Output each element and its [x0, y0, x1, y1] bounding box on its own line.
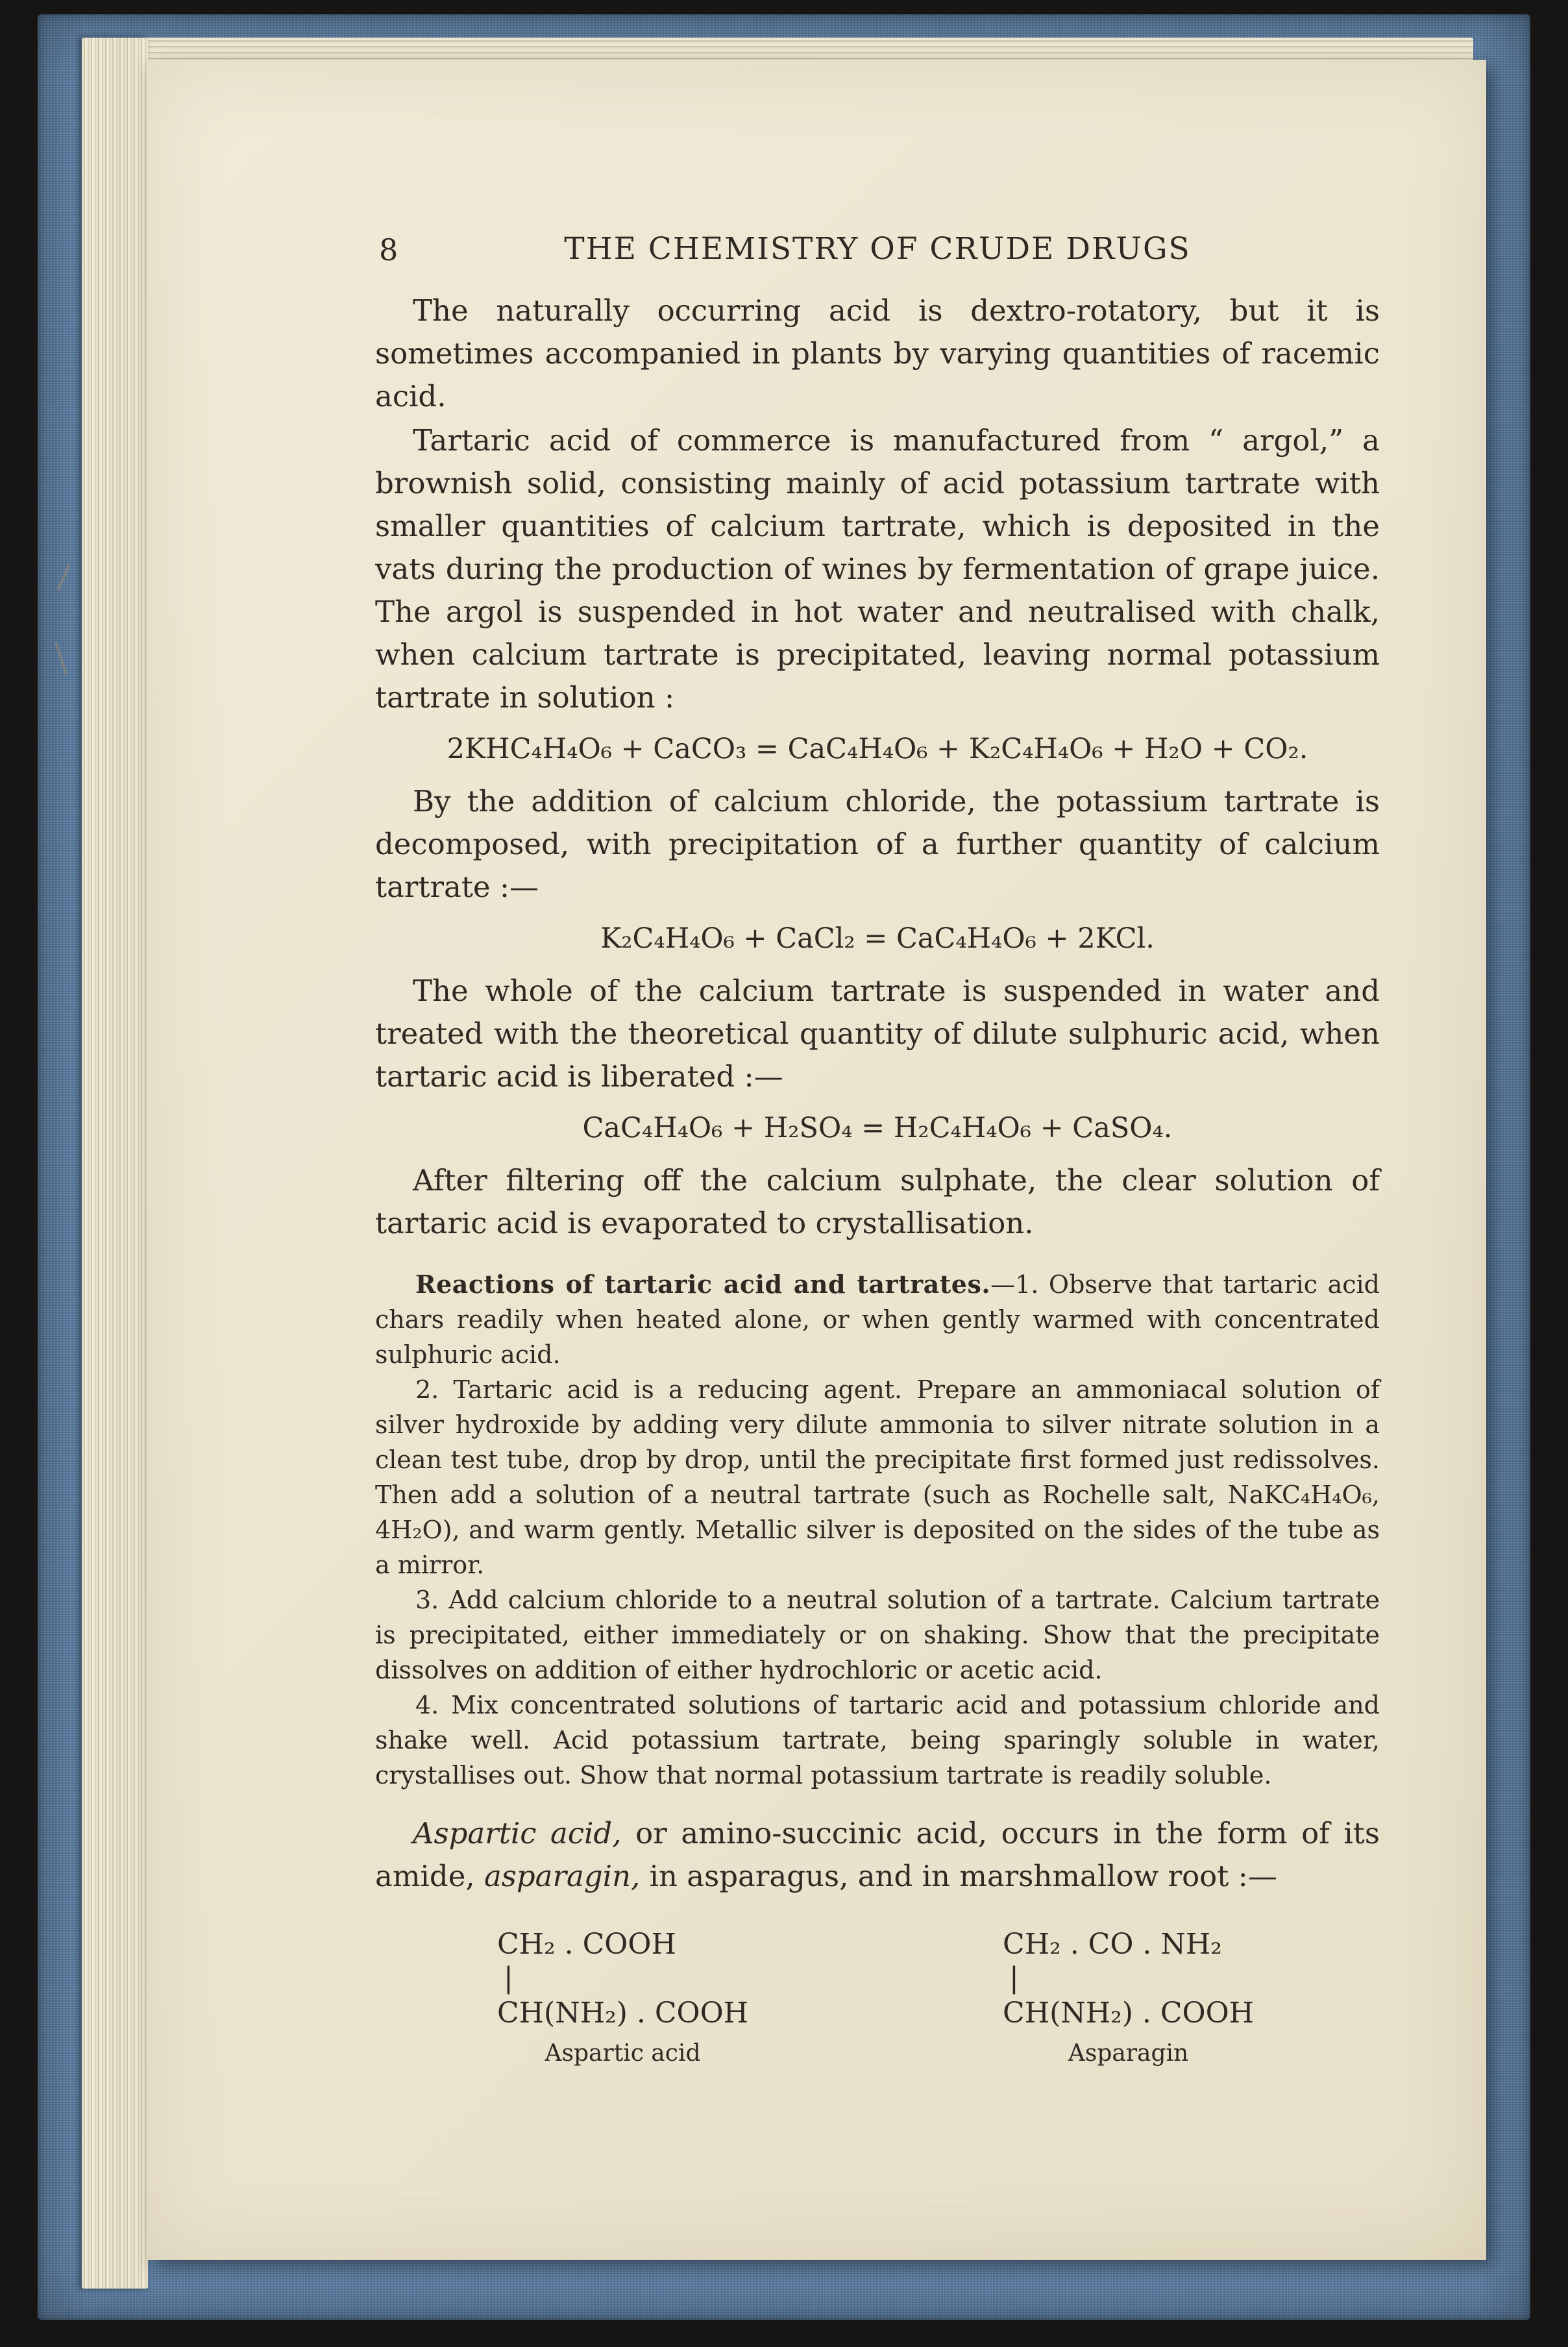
- formula-line: CH₂ . COOH: [497, 1928, 676, 1961]
- chemical-equation: 2KHC₄H₄O₆ + CaCO₃ = CaC₄H₄O₆ + K₂C₄H₄O₆ + H₂O + CO₂.: [447, 733, 1308, 765]
- chemical-structures: [375, 1928, 1380, 2071]
- reactions-item-text: —1. Observe that tartaric acid chars readily when heated alone, or when gently warmed with concentrated sulphuric acid.: [375, 1270, 1380, 1369]
- paragraph: [375, 1812, 1380, 1898]
- asparagin-italic: asparagin,: [484, 1859, 641, 1893]
- paragraph: After filtering off the calcium sulphate, the clear solution of tartaric acid is evaporated to crystallisation.: [375, 1163, 1380, 1240]
- reactions-lead: Reactions of tartaric acid and tartrates.: [415, 1270, 991, 1299]
- formula-line: CH₂ . CO . NH₂: [1003, 1928, 1222, 1961]
- paragraph: The whole of the calcium tartrate is suspended in water and treated with the theoretical quantity of dilute sulphuric acid, when tartaric acid is liberated :—: [375, 974, 1380, 1094]
- aspartic-text: in asparagus, and in marshmallow root :—: [640, 1859, 1277, 1893]
- page-header: [375, 227, 1380, 273]
- page-stack-left-edge: [82, 38, 148, 2289]
- structure-aspartic-acid: [497, 1928, 748, 2071]
- reactions-item: [375, 1267, 1380, 1372]
- page-content: [375, 227, 1380, 2071]
- chemical-equation: CaC₄H₄O₆ + H₂SO₄ = H₂C₄H₄O₆ + CaSO₄.: [582, 1112, 1173, 1144]
- structure-caption: Asparagin: [1068, 2040, 1189, 2067]
- bond-line: |: [504, 1961, 513, 1995]
- chemical-equation: K₂C₄H₄O₆ + CaCl₂ = CaC₄H₄O₆ + 2KCl.: [600, 922, 1155, 955]
- bond-line: |: [1009, 1961, 1019, 1995]
- structure-caption: Aspartic acid: [545, 2040, 701, 2067]
- aspartic-acid-italic: Aspartic acid,: [413, 1816, 622, 1850]
- page-stack-top-edge: [97, 38, 1473, 61]
- reactions-item: 4. Mix concentrated solutions of tartaric acid and potassium chloride and shake well. Acid potassium tartrate, being sparingly soluble in water, crystallises out. Show that normal potassium tartrate is readily soluble.: [375, 1691, 1380, 1789]
- page-number: 8: [379, 232, 398, 267]
- formula-line: CH(NH₂) . COOH: [497, 1997, 749, 2030]
- reactions-section: [375, 1267, 1380, 1793]
- structure-asparagin: [1003, 1928, 1254, 2071]
- paragraph: The naturally occurring acid is dextro-rotatory, but it is sometimes accompanied in plants by varying quantities of racemic acid.: [375, 293, 1380, 413]
- formula-line: CH(NH₂) . COOH: [1003, 1997, 1255, 2030]
- paragraph: By the addition of calcium chloride, the potassium tartrate is decomposed, with precipitation of a further quantity of calcium tartrate :—: [375, 784, 1380, 904]
- running-title: THE CHEMISTRY OF CRUDE DRUGS: [564, 231, 1191, 267]
- reactions-item: 3. Add calcium chloride to a neutral solution of a tartrate. Calcium tartrate is precipitated, either immediately or on shaking. Show that the precipitate dissolves on addition of either hydrochloric or acetic acid.: [375, 1586, 1380, 1684]
- aspartic-text: or amino-succinic acid, occurs in the form of its amide,: [375, 1816, 1380, 1893]
- reactions-item: 2. Tartaric acid is a reducing agent. Prepare an ammoniacal solution of silver hydroxide by adding very dilute ammonia to silver nitrate solution in a clean test tube, drop by drop, until the precipitate first formed just redissolves. Then add a solution of a neutral tartrate (such as Rochelle salt, NaKC₄H₄O₆, 4H₂O), and warm gently. Metallic silver is deposited on the sides of the tube as a mirror.: [375, 1375, 1380, 1579]
- paragraph: Tartaric acid of commerce is manufactured from “ argol,” a brownish solid, consisting mainly of acid potassium tartrate with smaller quantities of calcium tartrate, which is deposited in the vats during the production of wines by fermentation of grape juice. The argol is suspended in hot water and neutralised with chalk, when calcium tartrate is precipitated, leaving normal potassium tartrate in solution :: [375, 423, 1380, 715]
- book-page: [147, 60, 1486, 2260]
